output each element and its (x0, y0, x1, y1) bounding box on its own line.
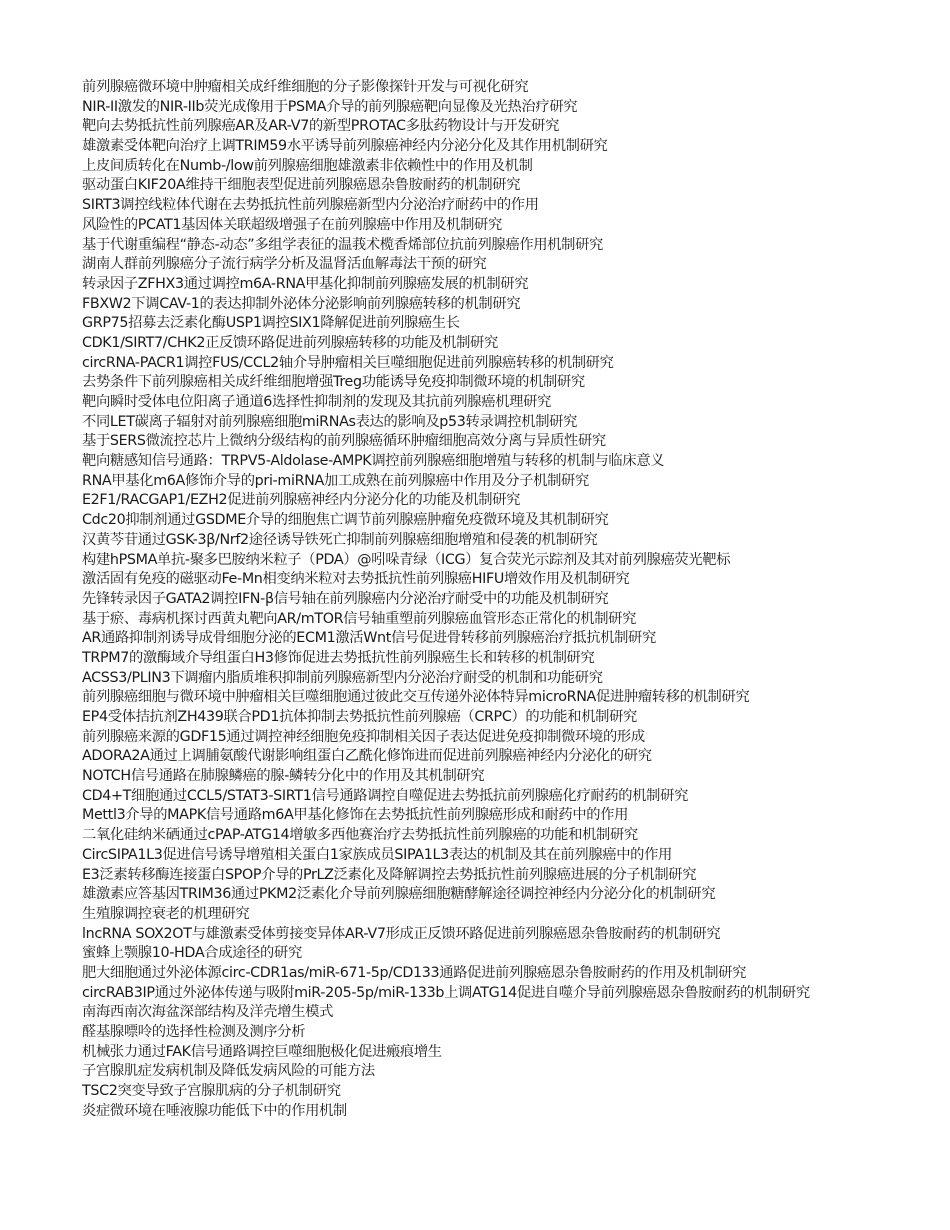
project-title: ADORA2A通过上调脯氨酸代谢影响组蛋白乙酰化修饰进而促进前列腺癌神经内分泌化的研究 (82, 748, 652, 765)
project-title: E2F1/RACGAP1/EZH2促进前列腺癌神经内分泌分化的功能及机制研究 (82, 492, 521, 509)
project-title: 蜜蜂上颚腺10-HDA合成途径的研究 (82, 945, 302, 962)
project-title: lncRNA SOX2OT与雄激素受体剪接变异体AR-V7形成正反馈环路促进前列腺癌恩杂鲁胺耐药的机制研究 (82, 925, 721, 942)
project-title: CDK1/SIRT7/CHK2正反馈环路促进前列腺癌转移的功能及机制研究 (82, 334, 498, 351)
project-title: SIRT3调控线粒体代谢在去势抵抗性前列腺癌新型内分泌治疗耐药中的作用 (82, 197, 539, 214)
project-title: TSC2突变导致子宫腺肌病的分子机制研究 (82, 1083, 341, 1100)
project-title: Cdc20抑制剂通过GSDME介导的细胞焦亡调节前列腺癌肿瘤免疫微环境及其机制研究 (82, 512, 609, 529)
project-title: 驱动蛋白KIF20A维持干细胞表型促进前列腺癌恩杂鲁胺耐药的机制研究 (82, 177, 521, 194)
project-title: 汉黄芩苷通过GSK-3β/Nrf2途径诱导铁死亡抑制前列腺癌细胞增殖和侵袭的机制研究 (82, 531, 598, 548)
project-title: 机械张力通过FAK信号通路调控巨噬细胞极化促进瘢痕增生 (82, 1043, 442, 1060)
project-title: E3泛素转移酶连接蛋白SPOP介导的PrLZ泛素化及降解调控去势抵抗性前列腺癌进展的分子机制研究 (82, 866, 697, 883)
project-title: ACSS3/PLIN3下调瘤内脂质堆积抑制前列腺癌新型内分泌治疗耐受的机制和功能研究 (82, 669, 603, 686)
project-title: 靶向去势抵抗性前列腺癌AR及AR-V7的新型PROTAC多肽药物设计与开发研究 (82, 118, 560, 135)
project-title: circRNA-PACR1调控FUS/CCL2轴介导肿瘤相关巨噬细胞促进前列腺癌转移的机制研究 (82, 354, 614, 371)
project-title: EP4受体拮抗剂ZH439联合PD1抗体抑制去势抵抗性前列腺癌（CRPC）的功能和机制研究 (82, 709, 637, 725)
project-title: 上皮间质转化在Numb-/low前列腺癌细胞雄激素非依赖性中的作用及机制 (82, 157, 533, 174)
project-title: Mettl3介导的MAPK信号通路m6A甲基化修饰在去势抵抗性前列腺癌形成和耐药中的作用 (82, 807, 629, 824)
project-title: 肥大细胞通过外泌体源circ-CDR1as/miR-671-5p/CD133通路促进前列腺癌恩杂鲁胺耐药的作用及机制研究 (82, 964, 747, 981)
project-title: 转录因子ZFHX3通过调控m6A-RNA甲基化抑制前列腺癌发展的机制研究 (82, 275, 529, 292)
project-title: 湖南人群前列腺癌分子流行病学分析及温肾活血解毒法干预的研究 (82, 256, 487, 273)
project-title: 南海西南次海盆深部结构及洋壳增生模式 (82, 1004, 334, 1021)
project-title: CD4+T细胞通过CCL5/STAT3-SIRT1信号通路调控自噬促进去势抵抗前列腺癌化疗耐药的机制研究 (82, 787, 689, 804)
project-title: NIR-II激发的NIR-IIb荧光成像用于PSMA介导的前列腺癌靶向显像及光热治疗研究 (82, 98, 578, 115)
project-title: 雄激素应答基因TRIM36通过PKM2泛素化介导前列腺癌细胞糖酵解途径调控神经内分泌分化的机制研究 (82, 886, 716, 903)
project-title: 子宫腺肌症发病机制及降低发病风险的可能方法 (82, 1063, 375, 1080)
project-title: 不同LET碳离子辐射对前列腺癌细胞miRNAs表达的影响及p53转录调控机制研究 (82, 413, 578, 430)
project-title: 风险性的PCAT1基因体关联超级增强子在前列腺癌中作用及机制研究 (82, 216, 502, 233)
project-title: 靶向瞬时受体电位阳离子通道6选择性抑制剂的发现及其抗前列腺癌机理研究 (82, 394, 551, 410)
project-title: TRPM7的激酶域介导组蛋白H3修饰促进去势抵抗性前列腺癌生长和转移的机制研究 (82, 649, 595, 666)
project-title: AR通路抑制剂诱导成骨细胞分泌的ECM1激活Wnt信号促进骨转移前列腺癌治疗抵抗机制研究 (82, 630, 656, 647)
project-title: 激活固有免疫的磁驱动Fe-Mn相变纳米粒对去势抵抗性前列腺癌HIFU增效作用及机制研究 (82, 571, 630, 588)
project-title: 基于代谢重编程“静态-动态”多组学表征的温莪术榄香烯部位抗前列腺癌作用机制研究 (82, 236, 604, 253)
project-title: 构建hPSMA单抗-聚多巴胺纳米粒子（PDA）@吲哚青绿（ICG）复合荧光示踪剂及其对前列腺癌荧光靶标 (82, 551, 731, 568)
project-title: 先锋转录因子GATA2调控IFN-β信号轴在前列腺癌内分泌治疗耐受中的功能及机制研究 (82, 590, 609, 607)
project-title: GRP75招募去泛素化酶USP1调控SIX1降解促进前列腺癌生长 (82, 315, 460, 332)
project-title: 前列腺癌细胞与微环境中肿瘤相关巨噬细胞通过彼此交互传递外泌体特异microRNA促进肿瘤转移的机制研究 (82, 689, 750, 706)
project-title: 去势条件下前列腺癌相关成纤维细胞增强Treg功能诱导免疫抑制微环境的机制研究 (82, 374, 585, 391)
project-title: 生殖腺调控衰老的机理研究 (82, 905, 250, 922)
project-title: FBXW2下调CAV-1的表达抑制外泌体分泌影响前列腺癌转移的机制研究 (82, 295, 521, 312)
project-title: NOTCH信号通路在肺腺鳞癌的腺-鳞转分化中的作用及其机制研究 (82, 768, 485, 785)
project-title: 醛基腺嘌呤的选择性检测及测序分析 (82, 1024, 306, 1040)
project-title: 前列腺癌微环境中肿瘤相关成纤维细胞的分子影像探针开发与可视化研究 (82, 79, 529, 95)
project-title: 基于瘀、毒病机探讨西黄丸靶向AR/mTOR信号轴重塑前列腺癌血管形态正常化的机制研究 (82, 610, 637, 627)
project-title-list (82, 78, 855, 1121)
project-title: 二氧化硅纳米硒通过cPAP-ATG14增敏多西他赛治疗去势抵抗性前列腺癌的功能和机制研究 (82, 827, 638, 844)
project-title: 炎症微环境在唾液腺功能低下中的作用机制 (82, 1102, 347, 1119)
project-title: RNA甲基化m6A修饰介导的pri-miRNA加工成熟在前列腺癌中作用及分子机制研究 (82, 472, 589, 489)
project-title: 靶向糖感知信号通路：TRPV5-Aldolase-AMPK调控前列腺癌细胞增殖与转移的机制与临床意义 (82, 453, 665, 470)
project-title: 雄激素受体靶向治疗上调TRIM59水平诱导前列腺癌神经内分泌分化及其作用机制研究 (82, 138, 608, 155)
project-title: circRAB3IP通过外泌体传递与吸附miR-205-5p/miR-133b上调ATG14促进自噬介导前列腺癌恩杂鲁胺耐药的机制研究 (82, 984, 810, 1001)
project-title: CircSIPA1L3促进信号诱导增殖相关蛋白1家族成员SIPA1L3表达的机制及其在前列腺癌中的作用 (82, 846, 672, 863)
project-title: 基于SERS微流控芯片上微纳分级结构的前列腺癌循环肿瘤细胞高效分离与异质性研究 (82, 433, 606, 450)
project-title: 前列腺癌来源的GDF15通过调控神经细胞免疫抑制相关因子表达促进免疫抑制微环境的形成 (82, 728, 645, 745)
